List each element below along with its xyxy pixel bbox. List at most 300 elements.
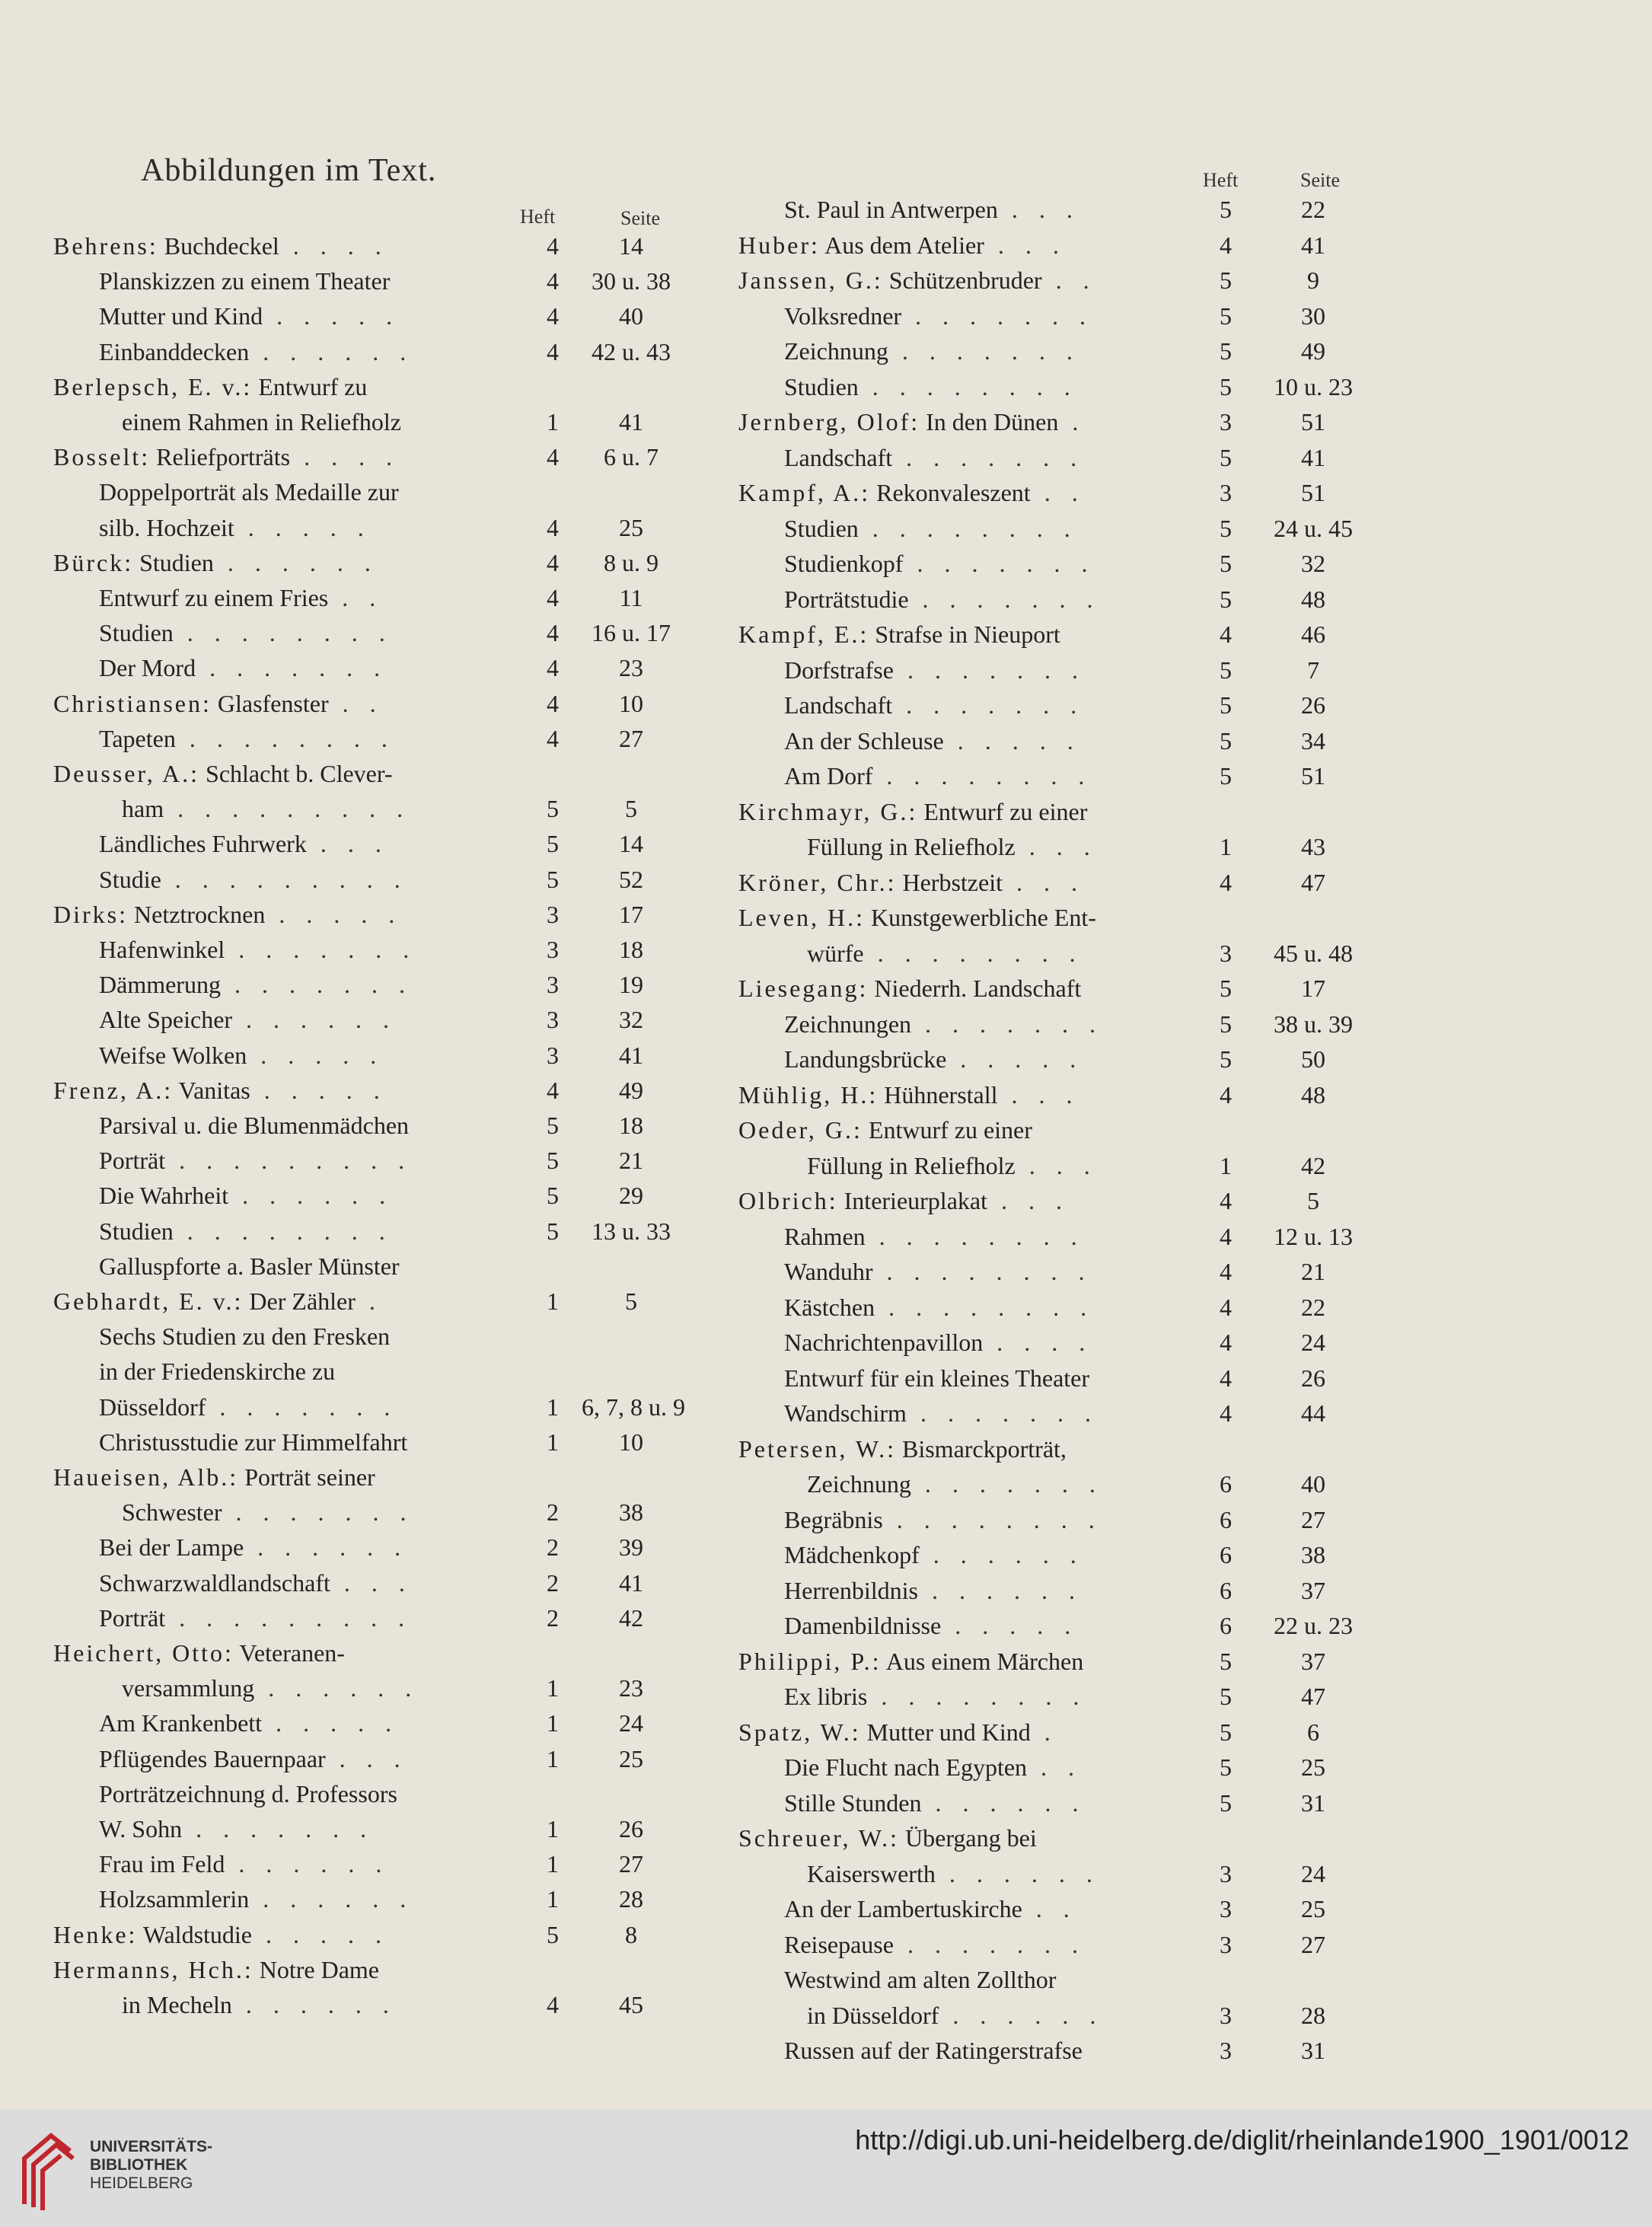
entry-work: Schlacht b. Clever- [199, 760, 393, 787]
entry-work: in Mecheln [122, 1991, 232, 2018]
entry-title [99, 615, 510, 650]
entry-work: Entwurf für ein kleines Theater [784, 1364, 1090, 1392]
entry-seite: 38 [1301, 1541, 1325, 1568]
entry-heft: 1 [1220, 1151, 1232, 1179]
entry-seite: 22 [1301, 196, 1325, 223]
entry-artist: Deusser, A.: [53, 760, 200, 787]
leader-dots: . . . . . . . [220, 971, 413, 999]
entry-title [784, 511, 1195, 546]
entry-heft: 3 [1220, 2037, 1232, 2064]
index-entry [738, 1077, 1386, 1112]
index-entry [53, 1389, 708, 1425]
entry-heft: 5 [1220, 550, 1232, 577]
index-entry [738, 617, 1386, 652]
index-entry [53, 228, 708, 263]
index-entry [53, 1284, 708, 1319]
entry-title [53, 1284, 510, 1319]
entry-seite: 41 [619, 1568, 643, 1597]
index-entry [738, 582, 1386, 617]
entry-title [99, 1846, 510, 1881]
entry-seite: 26 [1301, 1364, 1325, 1392]
index-entry [738, 1820, 1386, 1855]
entry-title [99, 474, 510, 509]
entry-work: Buchdeckel [158, 232, 279, 260]
entry-seite: 26 [619, 1815, 643, 1843]
leader-dots: . . . [997, 196, 1080, 223]
entry-title [99, 510, 510, 545]
entry-seite: 26 [1301, 691, 1325, 719]
entry-seite: 25 [619, 513, 643, 541]
entry-seite: 23 [619, 1674, 643, 1702]
entry-heft: 4 [1220, 1080, 1232, 1109]
entry-heft: 1 [547, 1287, 559, 1315]
leader-dots: . . . . . . . [906, 1399, 1099, 1427]
entry-artist: Frenz, A.: [53, 1076, 174, 1104]
index-entry [738, 1750, 1386, 1785]
entry-seite: 46 [1301, 621, 1325, 648]
index-entry [53, 1425, 708, 1460]
index-entry [738, 440, 1386, 475]
entry-heft: 4 [547, 654, 559, 682]
entry-title [99, 1811, 510, 1846]
leader-dots: . . . [1002, 868, 1085, 896]
entry-work: Glasfenster [211, 689, 329, 717]
entry-work: Die Wahrheit [99, 1182, 229, 1210]
entry-artist: Mühlig, H.: [738, 1080, 879, 1109]
heft-header: Heft [520, 206, 556, 228]
entry-heft: 4 [1220, 868, 1232, 896]
index-entry [53, 1214, 708, 1249]
entry-seite: 24 [1301, 1859, 1325, 1887]
index-entry [53, 545, 708, 580]
entry-title [807, 1148, 1195, 1183]
entry-work: Weifse Wolken [99, 1041, 247, 1069]
entry-work: Westwind am alten Zollthor [784, 1966, 1057, 1993]
index-entry [53, 1811, 708, 1846]
leader-dots: . . . . [279, 232, 389, 260]
seite-header: Seite [620, 207, 660, 229]
index-entry [738, 1537, 1386, 1572]
entry-seite: 25 [619, 1744, 643, 1772]
leader-dots: . . . . . . . . [872, 762, 1092, 790]
entry-heft: 4 [547, 1991, 559, 2018]
leader-dots: . . . . . . . . [867, 1683, 1087, 1710]
entry-work: Am Dorf [784, 762, 873, 790]
entry-title [53, 228, 510, 263]
index-entry [738, 192, 1386, 227]
entry-title [99, 1389, 510, 1425]
entry-title [53, 756, 510, 791]
entry-title [99, 650, 510, 685]
entry-work: An der Lambertuskirche [784, 1895, 1022, 1922]
entry-seite: 32 [1301, 550, 1325, 577]
entry-seite: 6 [1307, 1718, 1319, 1746]
entry-title [738, 1431, 1195, 1466]
entry-title [807, 829, 1195, 864]
entry-heft: 4 [547, 513, 559, 541]
entry-heft: 3 [547, 936, 559, 963]
entry-work: in Düsseldorf [807, 2001, 939, 2029]
entry-heft: 5 [547, 1112, 559, 1139]
entry-title [53, 686, 510, 721]
entry-heft: 3 [547, 971, 559, 999]
entry-work: Bei der Lampe [99, 1533, 244, 1562]
index-entry [738, 971, 1386, 1006]
entry-heft: 5 [1220, 1788, 1232, 1817]
index-entry [53, 439, 708, 474]
entry-work: Porträtzeichnung d. Professors [99, 1779, 397, 1807]
entry-work: Entwurf zu einer [917, 797, 1088, 825]
leader-dots: . . . . . [941, 1612, 1079, 1639]
entry-artist: Kröner, Chr.: [738, 868, 897, 896]
entry-title [99, 1600, 510, 1635]
entry-heft: 1 [547, 1674, 559, 1702]
entry-seite: 21 [619, 1147, 643, 1175]
entry-heft: 6 [1220, 1541, 1232, 1568]
index-entry [738, 865, 1386, 900]
entry-title [784, 1927, 1195, 1962]
leader-dots: . . . . . . . . [872, 1258, 1092, 1285]
entry-work: Studien [784, 372, 859, 400]
entry-work: Übergang bei [899, 1824, 1037, 1852]
index-entry [53, 1178, 708, 1213]
index-entry [738, 2033, 1386, 2068]
entry-seite: 27 [619, 724, 643, 752]
entry-seite: 6 u. 7 [604, 443, 659, 471]
entry-artist: Heichert, Otto: [53, 1639, 234, 1667]
entry-heft: 5 [547, 1920, 559, 1948]
index-entry [53, 1987, 708, 2022]
entry-work: Vanitas [173, 1076, 250, 1104]
entry-seite: 7 [1307, 656, 1319, 684]
entry-title [784, 1325, 1195, 1360]
entry-heft: 4 [547, 584, 559, 611]
entry-work: Studien [784, 514, 859, 542]
leader-dots: . . . . . . [939, 2001, 1104, 2029]
leader-dots: . . . . . [247, 1041, 384, 1069]
entry-work: Landungsbrücke [784, 1045, 947, 1073]
entry-seite: 27 [1301, 1505, 1325, 1533]
index-entry [53, 897, 708, 932]
entry-artist: Behrens: [53, 232, 158, 260]
leader-dots: . . . . . . . [901, 302, 1094, 330]
index-entry [53, 404, 708, 439]
entry-work: Der Zähler [243, 1287, 356, 1315]
source-url[interactable]: http://digi.ub.uni-heidelberg.de/diglit/rheinlande1900_1901/0012 [855, 2124, 1629, 2155]
entry-title [99, 1565, 510, 1600]
entry-work: Interieurplakat [837, 1187, 987, 1214]
library-logo-text [90, 2138, 212, 2193]
entry-seite: 8 u. 9 [604, 548, 659, 576]
entry-heft: 3 [1220, 939, 1232, 967]
entry-title [784, 1785, 1195, 1820]
index-entry [738, 228, 1386, 263]
entry-seite: 22 [1301, 1293, 1325, 1321]
index-entry [53, 791, 708, 826]
entry-seite: 27 [1301, 1930, 1325, 1958]
entry-heft: 1 [547, 408, 559, 436]
entry-heft: 5 [1220, 337, 1232, 365]
logo-line-1: UNIVERSITÄTS- [90, 2138, 213, 2155]
entry-work: Volksredner [784, 302, 902, 330]
index-entry [53, 1952, 708, 1987]
entry-heft: 1 [547, 1709, 559, 1737]
entry-title [784, 1290, 1195, 1325]
leader-dots: . . . . . . . . [173, 619, 393, 647]
leader-dots: . . . . . . . [888, 337, 1080, 365]
entry-artist: Kirchmayr, G.: [738, 797, 918, 825]
leader-dots: . . . [997, 1080, 1080, 1109]
entry-seite: 41 [619, 408, 643, 436]
entry-title [807, 936, 1195, 971]
index-entry [53, 1249, 708, 1284]
leader-dots: . . . . . [252, 1920, 389, 1948]
leader-dots: . . . . . . . . [875, 1293, 1095, 1321]
index-entry [738, 723, 1386, 758]
entry-title [784, 1219, 1195, 1254]
index-entry [738, 1785, 1386, 1820]
entry-seite: 12 u. 13 [1274, 1222, 1353, 1250]
entry-work: würfe [807, 939, 864, 967]
entry-heft: 5 [1220, 762, 1232, 790]
leader-dots: . . . . . . [935, 1859, 1100, 1887]
leader-dots: . . . . . [943, 726, 1081, 755]
entry-title [738, 794, 1195, 829]
entry-work: Kästchen [784, 1293, 875, 1321]
entry-title [738, 1183, 1195, 1218]
entry-title [53, 1635, 510, 1670]
entry-title [99, 826, 510, 861]
entry-work: silb. Hochzeit [99, 513, 234, 541]
entry-title [784, 1608, 1195, 1643]
leader-dots: . . . . . [250, 1076, 387, 1104]
entry-work: Frau im Feld [99, 1850, 225, 1878]
leader-dots: . . [1030, 479, 1086, 506]
entry-seite: 25 [1301, 1895, 1325, 1922]
entry-work: Veteranen- [233, 1639, 345, 1667]
entry-seite: 14 [619, 830, 643, 858]
entry-title [99, 298, 510, 333]
leader-dots: . . . [987, 1187, 1070, 1214]
entry-heft: 2 [547, 1533, 559, 1562]
page-title: Abbildungen im Text. [141, 153, 437, 188]
index-entry [53, 932, 708, 967]
entry-work: Studien [99, 619, 174, 647]
index-entry [53, 1917, 708, 1952]
entry-title [738, 404, 1195, 439]
entry-title [784, 1396, 1195, 1431]
index-entry [738, 1183, 1386, 1218]
entry-heft: 1 [547, 1815, 559, 1843]
entry-title [784, 582, 1195, 617]
entry-seite: 49 [619, 1076, 643, 1104]
entry-work: Ländliches Fuhrwerk [99, 830, 307, 858]
entry-seite: 28 [619, 1885, 643, 1913]
entry-heft: 5 [547, 865, 559, 893]
entry-heft: 6 [1220, 1470, 1232, 1498]
entry-work: Begräbnis [784, 1505, 883, 1533]
entry-seite: 21 [1301, 1258, 1325, 1285]
entry-title [99, 1354, 510, 1389]
entry-title [53, 1952, 510, 1987]
leader-dots: . . . . . . . . [858, 514, 1078, 542]
entry-heft: 5 [1220, 585, 1232, 613]
leader-dots: . . . . . . [919, 1541, 1084, 1568]
entry-work: einem Rahmen in Reliefholz [122, 408, 401, 436]
entry-heft: 3 [1220, 479, 1232, 506]
leader-dots: . . . [984, 231, 1067, 259]
leader-dots: . . . . . . [921, 1788, 1086, 1817]
entry-title [122, 791, 510, 826]
entry-work: Dämmerung [99, 971, 221, 999]
leader-dots: . . . . . [265, 900, 403, 928]
index-entry [53, 1073, 708, 1108]
entry-seite: 40 [619, 302, 643, 330]
entry-work: Wandschirm [784, 1399, 907, 1427]
entry-work: Füllung in Reliefholz [807, 833, 1016, 860]
entry-title [53, 1460, 510, 1495]
entry-heft: 3 [547, 1006, 559, 1034]
entry-title [738, 1820, 1195, 1855]
entry-heft: 4 [547, 724, 559, 752]
index-entry [738, 1254, 1386, 1289]
entry-seite: 41 [1301, 231, 1325, 259]
entry-artist: Gebhardt, E. v.: [53, 1287, 244, 1315]
entry-work: Galluspforte a. Basler Münster [99, 1252, 400, 1280]
entry-work: Am Krankenbett [99, 1709, 263, 1737]
entry-title [784, 1679, 1195, 1714]
entry-work: Sechs Studien zu den Fresken [99, 1322, 391, 1351]
leader-dots: . . . . . . [225, 1850, 390, 1878]
entry-title [784, 1962, 1195, 1997]
index-entry [738, 829, 1386, 864]
index-entry [53, 686, 708, 721]
index-entry [53, 862, 708, 897]
entry-seite: 38 [619, 1498, 643, 1527]
leader-dots: . . . . . . . [893, 656, 1086, 684]
entry-work: Bismarckporträt, [895, 1434, 1067, 1463]
entry-heft: 5 [1220, 196, 1232, 223]
index-entry [53, 1319, 708, 1354]
leader-dots: . . . . . . [244, 1533, 409, 1562]
library-logo-icon [17, 2128, 78, 2212]
entry-title [784, 546, 1195, 581]
entry-seite: 42 u. 43 [592, 337, 671, 365]
entry-seite: 51 [1301, 479, 1325, 506]
index-entry [738, 1290, 1386, 1325]
entry-work: St. Paul in Antwerpen [784, 196, 998, 223]
entry-seite: 48 [1301, 1080, 1325, 1109]
entry-work: Doppelporträt als Medaille zur [99, 478, 399, 506]
entry-title [738, 1112, 1195, 1147]
entry-artist: Henke: [53, 1920, 138, 1948]
leader-dots: . . . . . . . . [175, 724, 395, 752]
entry-heft: 5 [1220, 514, 1232, 542]
entry-work: Christusstudie zur Himmelfahrt [99, 1428, 408, 1456]
entry-heft: 1 [547, 1428, 559, 1456]
entry-heft: 4 [1220, 1399, 1232, 1427]
index-entry [53, 334, 708, 369]
entry-title [99, 1249, 510, 1284]
leader-dots: . . . . . . . [903, 550, 1095, 577]
index-entry [53, 1143, 708, 1178]
entry-heft: 4 [547, 232, 559, 260]
entry-artist: Jernberg, Olof: [738, 408, 920, 436]
leader-dots: . [1030, 1718, 1058, 1746]
entry-seite: 42 [1301, 1151, 1325, 1179]
entry-work: Kunstgewerbliche Ent- [864, 904, 1096, 931]
entry-artist: Kampf, E.: [738, 621, 869, 648]
entry-title [784, 1891, 1195, 1926]
entry-work: Dorfstrafse [784, 656, 894, 684]
index-entry [53, 1565, 708, 1600]
entry-seite: 16 u. 17 [592, 619, 671, 647]
leader-dots: . . . . . . . [908, 585, 1101, 613]
entry-title [784, 652, 1195, 688]
index-entry [738, 1148, 1386, 1183]
entry-seite: 31 [1301, 2037, 1325, 2064]
entry-work: Porträt [99, 1603, 166, 1632]
entry-seite: 14 [619, 232, 643, 260]
entry-heft: 1 [547, 1744, 559, 1772]
leader-dots: . . . . . . . [911, 1470, 1103, 1498]
index-entry [53, 1741, 708, 1776]
index-entry [738, 333, 1386, 369]
entry-title [99, 1214, 510, 1249]
entry-work: Aus dem Atelier [819, 231, 984, 259]
index-entry [738, 1608, 1386, 1643]
entry-work: Entwurf zu [252, 372, 368, 400]
entry-heft: 6 [1220, 1576, 1232, 1604]
leader-dots: . . . . . . . . [865, 1222, 1085, 1250]
seite-header: Seite [1300, 169, 1340, 191]
entry-title [53, 439, 510, 474]
entry-seite: 10 [619, 689, 643, 717]
leader-dots: . . . [1015, 833, 1098, 860]
entry-heft: 5 [1220, 656, 1232, 684]
index-entry [738, 1219, 1386, 1254]
index-entry [53, 967, 708, 1002]
index-entry [738, 1325, 1386, 1360]
entry-title [784, 688, 1195, 723]
index-entry [53, 615, 708, 650]
entry-heft: 4 [1220, 1329, 1232, 1356]
index-entry [53, 721, 708, 756]
entry-work: Entwurf zu einem Fries [99, 584, 329, 611]
entry-seite: 47 [1301, 868, 1325, 896]
leader-dots: . . . . . . [232, 1006, 397, 1034]
index-entry [738, 1644, 1386, 1679]
entry-work: Einbanddecken [99, 337, 250, 365]
entry-title [99, 721, 510, 756]
entry-seite: 18 [619, 936, 643, 963]
entry-title [53, 545, 510, 580]
index-entry [738, 1112, 1386, 1147]
entry-seite: 52 [619, 865, 643, 893]
entry-title [99, 1776, 510, 1811]
entry-artist: Schreuer, W.: [738, 1824, 900, 1852]
entry-work: Ex libris [784, 1683, 868, 1710]
entry-heft: 2 [547, 1568, 559, 1597]
entry-heft: 5 [547, 1147, 559, 1175]
entry-seite: 5 [625, 795, 637, 823]
entry-title [738, 475, 1195, 510]
entry-seite: 38 u. 39 [1274, 1010, 1353, 1038]
entry-title [122, 1495, 510, 1530]
index-entry [738, 652, 1386, 688]
entry-work: Reisepause [784, 1930, 894, 1958]
entry-seite: 9 [1307, 266, 1319, 294]
